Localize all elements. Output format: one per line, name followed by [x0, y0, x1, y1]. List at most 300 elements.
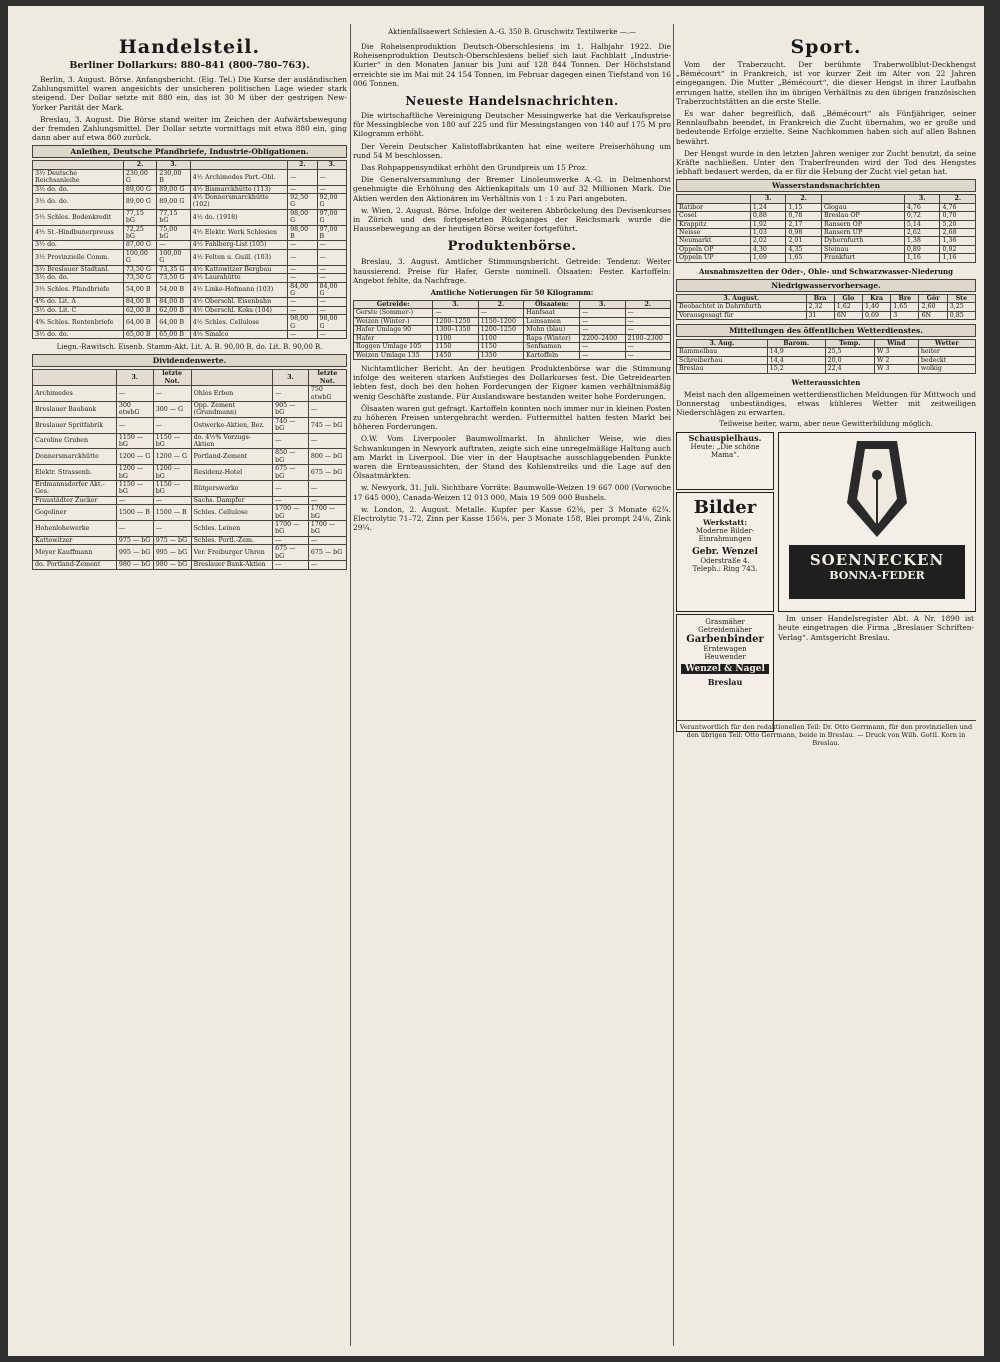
table-cell: Ransern OP	[821, 220, 904, 228]
table-cell: 675 — bG	[308, 465, 346, 481]
table-cell: —	[580, 326, 625, 334]
table-cell: 54,00 B	[157, 282, 190, 298]
article-paragraph: Breslau, 3. August. Die Börse stand weiter im Zeichen der Aufwärtsbewegung der fremden Zahlungsmittel. Der Dollar setzte vormittags mit etwa 880 ein, ging dann aber auf etwa 860 zurück.	[32, 114, 347, 143]
table-cell: —	[625, 326, 670, 334]
table-cell: Mohn (blau)	[524, 326, 580, 334]
table-cell: 4½ Sinalco	[190, 330, 287, 338]
table-cell: 0,92	[940, 245, 976, 253]
table-cell: —	[288, 306, 317, 314]
table-cell: 1150 — bG	[153, 481, 191, 497]
table-cell: 3½ do. do.	[33, 185, 124, 193]
table-cell: 65,00 B	[157, 330, 190, 338]
weather-table	[676, 339, 976, 374]
news-heading: Neueste Handelsnachrichten.	[405, 94, 619, 109]
table-cell: Krappitz	[677, 220, 751, 228]
garbenbinder-ad	[676, 614, 774, 732]
table-cell: 1700 — bG	[308, 521, 346, 537]
table-row	[33, 481, 347, 497]
table-cell: Ostwerke-Aktien, Bez.	[191, 417, 273, 433]
table-row	[33, 225, 347, 241]
table-cell: —	[433, 309, 478, 317]
weather-title: Mitteilungen des öffentlichen Wetterdienstes.	[676, 324, 976, 337]
table-row	[354, 343, 671, 351]
garben-line: Erntewagen	[703, 645, 747, 654]
table-cell: —	[273, 496, 309, 504]
table-header-cell: letzte Not.	[308, 370, 346, 386]
table-cell: 77,15 bG	[157, 209, 190, 225]
table-cell: Ratibor	[677, 203, 751, 211]
market-paragraph: w. London, 2. August. Metalle. Kupfer per Kasse 62⅜, per 3 Monate 62¾. Electrolytic 71–72, Zinn per Kasse 156⅛, per 3 Monate 158, Blei prompt 24⅛, Zink 29¼.	[353, 504, 671, 533]
table-row	[33, 306, 347, 314]
table-cell: 1200 — bG	[116, 465, 153, 481]
dollar-rate-line: Berliner Dollarkurs: 880–841 (800–780–763).	[69, 60, 310, 71]
table-cell: wolkig	[918, 365, 975, 373]
news-paragraph: Das Rohpappensyndikat erhöht den Grundpreis um 15 Proz.	[361, 163, 588, 173]
table-header-cell: 3. Aug.	[677, 339, 768, 347]
table-cell: 92,00 G	[317, 194, 346, 210]
table-cell: 1100	[433, 334, 478, 342]
table-cell: —	[153, 386, 191, 402]
table-cell: Hanfsaat	[524, 309, 580, 317]
table-cell: —	[116, 521, 153, 537]
table-cell: 4½ Schles. Cellulose	[190, 315, 287, 331]
garben-line: Getreidemäher	[698, 626, 752, 635]
garben-line: Breslau	[707, 677, 743, 688]
table-cell: 1450	[433, 351, 478, 359]
table-header-cell: Bre	[891, 294, 919, 302]
table-cell: 1,38	[904, 237, 940, 245]
table-cell: 750 etwbG	[308, 386, 346, 402]
table-cell: Rütgerswerke	[191, 481, 273, 497]
table-cell: 4,76	[904, 203, 940, 211]
news-paragraph: w. Wien, 2. August. Börse. Infolge der weiteren Abbröckelung des Devisenkurses in Zürich und des fortgesetzten Rückganges der Reichsmark wurde die Haussebewegung an der heutigen Börse weiter fortgeführt.	[353, 205, 671, 234]
table-cell: —	[580, 343, 625, 351]
table-cell: Beobachtet in Dahrnfurth	[677, 303, 807, 311]
table-cell: —	[157, 241, 190, 249]
table-cell: 4½ Felten u. Guill. (103)	[190, 249, 287, 265]
table-header-cell: Glo	[834, 294, 862, 302]
table-cell: Rammelbau	[677, 348, 768, 356]
bilder-line: Oderstraße 4.	[700, 557, 750, 566]
table-cell: 100,00 G	[157, 249, 190, 265]
table-cell: 4½ Oberschl. Eisenbahn	[190, 298, 287, 306]
table-cell: Kartoffeln	[524, 351, 580, 359]
table-cell: 64,00 B	[157, 315, 190, 331]
water-table	[676, 194, 976, 262]
table-cell: 3½ do. Lit. C	[33, 306, 124, 314]
table-cell: 3½ Breslauer Stadtanl.	[33, 265, 124, 273]
table-cell: 73,50 G	[123, 274, 156, 282]
table-cell: —	[153, 521, 191, 537]
article-paragraph: Berlin, 3. August. Börse. Anfangsbericht. (Eig. Tel.) Die Kurse der ausländischen Zahlungsmittel waren angesichts der unsicheren politischen Lage wieder stark steigend. Der Dollar setzte mit 880 ein, das ist 30 M über der gestrigen New-Yorker Parität der Mark.	[32, 75, 347, 112]
table-cell: Neumarkt	[677, 237, 751, 245]
table-cell: 5½ Schles. Bodenkredit	[33, 209, 124, 225]
produkt-heading: Produktenbörse.	[447, 239, 577, 255]
table-row	[33, 496, 347, 504]
table-header-cell: Gör	[919, 294, 947, 302]
table-row	[33, 330, 347, 338]
table-cell: 100,00 G	[123, 249, 156, 265]
bilder-ad	[676, 492, 774, 612]
table-header-cell: Temp.	[825, 339, 874, 347]
table-row	[677, 212, 976, 220]
imprint-footer: Verantwortlich für den redaktionellen Teil: Dr. Otto Gerrmann, für den provinziellen und den übrigen Teil: Otto Gerrmann, beide in Breslau. — Druck von Wilh. Gottl. Korn in Breslau.	[676, 720, 976, 747]
bilder-line: Werkstatt:	[703, 518, 747, 528]
table-cell: 98,00 G	[288, 209, 317, 225]
table-cell: 4½ Bismarckhütte (113)	[190, 185, 287, 193]
table-cell: Meyer Kauffmann	[33, 545, 117, 561]
table-cell: 4,30	[750, 245, 786, 253]
market-paragraph: O.W. Vom Liverpooler Baumwollmarkt. In ähnlicher Weise, wie dies Schwankungen in Newyork auftraten, zeigte sich eine unregelmäßige Haltung auch am Markt in Liverpool. Die vier in der Hauptsache ausschlaggebenden Punkte waren die Ernteaussichten, der Stand des Kohlenstreiks und die Lage auf den Ölsaatmärkten.	[353, 434, 671, 481]
table-header-cell	[821, 195, 904, 203]
news-paragraph: Die Generalversammlung der Bremer Linoleumwerke A.-G. in Delmenhorst genehmigte die Erhöhung des Aktienkapitals um 10 auf 32 Millionen Mark. Die Aktien werden den Aktionären im Verhältnis von 1 : 1 zu Pari angeboten.	[353, 175, 671, 203]
table-cell: 1,65	[786, 254, 822, 262]
table-row	[677, 229, 976, 237]
table-cell: Vorausgesagt für	[677, 311, 807, 319]
table-row	[33, 521, 347, 537]
table-cell: 89,00 G	[157, 185, 190, 193]
water-foot: Ausnahmszeiten der Oder-, Ohle- und Schwarzwasser-Niederung	[698, 266, 954, 276]
table-header-cell: Ölsaaten:	[524, 301, 580, 309]
table-row	[354, 309, 671, 317]
table-cell: Frankfurt	[821, 254, 904, 262]
table-cell: —	[317, 298, 346, 306]
table-cell: —	[288, 330, 317, 338]
table-cell: 300 — G	[153, 401, 191, 417]
table-cell: —	[273, 433, 309, 449]
table-cell: 4½ St.-Hindbunerpreuss	[33, 225, 124, 241]
table-cell: W 2	[874, 356, 918, 364]
table-cell: 3½ Deutsche Reichsanleihe	[33, 169, 124, 185]
table-cell: 1200–1250	[478, 326, 523, 334]
table-cell: 2,62	[904, 229, 940, 237]
table-cell: 980 — bG	[116, 561, 153, 569]
table-cell: 4½ Kattowitzer Bergbau	[190, 265, 287, 273]
table-cell: 2,32	[806, 303, 834, 311]
table-cell: 25,5	[825, 348, 874, 356]
table-cell: Gerste (Sommer-)	[354, 309, 433, 317]
table-header-cell: 3.	[116, 370, 153, 386]
table-cell: Cosel	[677, 212, 751, 220]
table-row	[33, 265, 347, 273]
table-cell: —	[116, 417, 153, 433]
table-cell: Breslauer Bank-Aktien	[191, 561, 273, 569]
table-row	[677, 356, 976, 364]
table-row	[354, 317, 671, 325]
table-cell: 850 — bG	[273, 449, 309, 465]
table-cell: 98,00 G	[288, 315, 317, 331]
table-cell: 1150 — bG	[116, 481, 153, 497]
low-water-table	[676, 294, 976, 320]
table-cell: 4½ do. (1918)	[190, 209, 287, 225]
table-cell: Oppeln UP	[677, 254, 751, 262]
low-water-title: Niedrigwasservorhersage.	[676, 279, 976, 292]
table-cell: 73,35 G	[157, 265, 190, 273]
table-cell: 62,00 B	[123, 306, 156, 314]
table-cell: 4% Schles. Rentenbriefe	[33, 315, 124, 331]
table-cell: heiter	[918, 348, 975, 356]
table-cell: 980 — bG	[153, 561, 191, 569]
dividend-table-title: Dividendenwerte.	[32, 354, 347, 367]
market-paragraph: Ölsaaten waren gut gefragt. Kartoffeln konnten noch immer nur in kleinen Posten zu höheren Preisen untergebracht werden. Futtermittel hatten festen Markt bei höheren Forderungen.	[353, 403, 671, 432]
table-cell: 3½ do.	[33, 241, 124, 249]
table-cell: 0,85	[947, 311, 975, 319]
table-cell: Archimedes	[33, 386, 117, 402]
table-row	[354, 334, 671, 342]
table-cell: 0,78	[786, 212, 822, 220]
table-cell: Breslau	[677, 365, 768, 373]
table-row	[33, 417, 347, 433]
produkt-table-title: Amtliche Notierungen für 50 Kilogramm:	[430, 288, 594, 298]
table-header-cell	[33, 370, 117, 386]
table-row	[677, 348, 976, 356]
table-cell: 1,16	[904, 254, 940, 262]
table-cell: 73,50 G	[123, 265, 156, 273]
table-row	[33, 282, 347, 298]
table-cell: —	[625, 351, 670, 359]
table-cell: —	[273, 481, 309, 497]
table-cell: 97,00 G	[317, 209, 346, 225]
weather-forecast: Meist nach den allgemeinen wetterdienstlichen Meldungen für Mittwoch und Donnerstag unbeständiges, etwas kühleres Wetter mit zeitweiligen Niederschlägen zu erwarten.	[676, 389, 976, 417]
table-cell: Hafer Umlage 90	[354, 326, 433, 334]
table-row	[33, 274, 347, 282]
table-cell: 740 — bG	[273, 417, 309, 433]
column-news	[353, 28, 671, 1346]
weather-forecast-title: Wetteraussichten	[791, 377, 861, 387]
table-cell: Residenz-Hotel	[191, 465, 273, 481]
table-cell: 5,14	[904, 220, 940, 228]
news-paragraph: Die wirtschaftliche Vereinigung Deutscher Messingwerke hat die Verkaufspreise für Messingbleche von 180 auf 225 und für Messingstangen von 140 auf 175 M pro Kilogramm erhöht.	[353, 111, 671, 139]
table-cell: —	[308, 433, 346, 449]
table-header-cell: 2.	[123, 161, 156, 169]
table-cell: 4½ Oberschl. Koks (104)	[190, 306, 287, 314]
table-cell: do. 4½% Vorzugs-Aktien	[191, 433, 273, 449]
table-cell: 5,20	[940, 220, 976, 228]
table-cell: —	[288, 274, 317, 282]
table-cell: 1,62	[834, 303, 862, 311]
sport-paragraph: Der Hengst wurde in den letzten Jahren weniger zur Zucht benutzt, da seine Kräfte nachließen. Unter den Traberfreunden wird der Tod des Hengstes lebhaft bedauert werden, da er für die Hebung der Zucht viel getan hat.	[676, 148, 976, 177]
table-row	[33, 386, 347, 402]
table-header-cell: 2.	[786, 195, 822, 203]
column-handelsteil	[32, 28, 347, 1346]
newspaper-page	[8, 6, 984, 1356]
table-cell: 72,25 bG	[123, 225, 156, 241]
table-cell: 4,35	[786, 245, 822, 253]
table-cell: —	[317, 265, 346, 273]
table-header-cell: Kra	[863, 294, 891, 302]
table-cell: —	[580, 317, 625, 325]
table-cell: 4½ Archimedes Part.-Obl.	[190, 169, 287, 185]
table-cell: 2,68	[940, 229, 976, 237]
table-cell: Schreiberhau	[677, 356, 768, 364]
column-rule	[673, 24, 674, 1346]
soennecken-sub: BONNA-FEDER	[829, 569, 925, 583]
table-cell: Roggen Umlage 105	[354, 343, 433, 351]
table-cell: 1100	[478, 334, 523, 342]
table-row	[33, 545, 347, 561]
table-cell: —	[153, 417, 191, 433]
table-cell: 800 — bG	[308, 449, 346, 465]
table-cell: 4,76	[940, 203, 976, 211]
table-cell: 3	[891, 311, 919, 319]
water-table-title: Wasserstandsnachrichten	[676, 179, 976, 192]
table-header-cell: 3.	[273, 370, 309, 386]
table-cell: 1500 — B	[153, 505, 191, 521]
table-header-cell: 3.	[433, 301, 478, 309]
section-heading: Sport.	[790, 36, 862, 58]
table-cell: 1150	[478, 343, 523, 351]
table-cell: Caroline Gruben	[33, 433, 117, 449]
table-cell: Breslauer Spritfabrik	[33, 417, 117, 433]
table-cell: 300 etwbG	[116, 401, 153, 417]
table-cell: 1200 — G	[116, 449, 153, 465]
table-cell: 1,40	[863, 303, 891, 311]
table-cell: —	[308, 481, 346, 497]
table-cell: Hafer	[354, 334, 433, 342]
table-cell: —	[625, 343, 670, 351]
table-row	[33, 433, 347, 449]
table-cell: 1,69	[750, 254, 786, 262]
table-cell: Donnersmarckhütte	[33, 449, 117, 465]
bilder-line: Gebr. Wenzel	[692, 547, 758, 558]
table-cell: —	[580, 309, 625, 317]
article-paragraph: Die Roheisenproduktion Deutsch-Oberschlesiens im 1. Halbjahr 1922. Die Roheisenproduktion Deutsch-Oberschlesiens belief sich laut Fachblatt „Industrie-Kurier“ in den Monaten Januar bis Juni auf 128 844 Tonnen. Der Höchststand erreichte sie im Mai mit 24 154 Tonnen, im Februar dagegen einen Tiefstand von 16 006 Tonnen.	[353, 42, 671, 88]
table-cell: 3½ do. do.	[33, 330, 124, 338]
soennecken-title: SOENNECKEN	[809, 551, 945, 570]
sport-paragraph: Vom der Traberzucht. Der berühmte Traberwollblut-Deckhengst „Bémécourt“ in Frankreich, ist vor kurzer Zeit im Alter von 22 Jahren eingegangen. Die Mutter „Bémécourt“, die dieser Hengst in ihrer Laufbahn errungen hatte, stellen ihn im übrigen Verhältnis zu den übrigen französischen Traberzuchtstätten an die erste Stelle.	[676, 60, 976, 106]
top-strip: Aktienfallsaewert Schlesien A.-G. 350 B. Gruschwitz Textilwerke —.—	[388, 28, 636, 36]
table-cell: Opp. Zement (Grundmann)	[191, 401, 273, 417]
table-cell: Schles. Cellulose	[191, 505, 273, 521]
table-cell: Schles. Portl.-Zem.	[191, 536, 273, 544]
table-cell: 84,00 G	[288, 282, 317, 298]
market-paragraph: w. Newyork, 31. Juli. Sichtbare Vorräte: Baumwolle-Weizen 19 667 000 (Vorwoche 17 645 000), Canada-Weizen 12 013 000, Mais 19 509 000 Bushels.	[353, 483, 671, 502]
table-cell: 995 — bG	[116, 545, 153, 561]
table-cell: 1700 — bG	[308, 505, 346, 521]
table-cell: 98,00 B	[288, 225, 317, 241]
table-header-cell	[191, 370, 273, 386]
table-cell: —	[317, 185, 346, 193]
table-cell: —	[116, 496, 153, 504]
notice-text: Im unser Handelsregister Abt. A Nr. 1890 ist heute eingetragen die Firma „Breslauer Schriften-Verlag“. Amtsgericht Breslau.	[778, 614, 974, 642]
table-cell: 31	[806, 311, 834, 319]
table-cell: 745 — bG	[308, 417, 346, 433]
table-row	[354, 326, 671, 334]
table-cell: —	[317, 169, 346, 185]
table-header-cell: letzte Not.	[153, 370, 191, 386]
table-cell: 4% do. Lit. A	[33, 298, 124, 306]
table-cell: 0,98	[786, 229, 822, 237]
table-cell: 2,02	[750, 237, 786, 245]
table-row	[677, 311, 976, 319]
table-cell: 77,15 bG	[123, 209, 156, 225]
register-notice	[778, 614, 974, 714]
table-cell: bedeckt	[918, 356, 975, 364]
table-cell: —	[288, 298, 317, 306]
table-cell: 230,00 B	[157, 169, 190, 185]
table-cell: 0,70	[940, 212, 976, 220]
bond-table	[32, 160, 347, 339]
table-cell: Steinau	[821, 245, 904, 253]
table-header-cell: 2.	[940, 195, 976, 203]
table-cell: 65,00 B	[123, 330, 156, 338]
soennecken-ad	[778, 432, 976, 612]
table-cell: 1200 — bG	[153, 465, 191, 481]
table-cell: 1350	[478, 351, 523, 359]
table-cell: 64,00 B	[123, 315, 156, 331]
table-header-cell: 3. August.	[677, 294, 807, 302]
table-cell: 6N	[834, 311, 862, 319]
table-cell: 3,25	[947, 303, 975, 311]
table-row	[677, 303, 976, 311]
table-cell: 3½ do. do.	[33, 274, 124, 282]
table-cell: 2,01	[786, 237, 822, 245]
table-header-cell: Barom.	[767, 339, 825, 347]
table-cell: —	[273, 386, 309, 402]
table-row	[33, 209, 347, 225]
table-cell: Senfsamen	[524, 343, 580, 351]
table-header-cell: 2.	[478, 301, 523, 309]
table-cell: Weizen (Winter-)	[354, 317, 433, 325]
table-cell: Erdmannsdorfer Akt.-Ges.	[33, 481, 117, 497]
table-row	[33, 185, 347, 193]
table-cell: 675 — bG	[273, 465, 309, 481]
table-cell: 1300–1350	[433, 326, 478, 334]
table-cell: Ohles Erben	[191, 386, 273, 402]
table-row	[33, 465, 347, 481]
table-cell: 89,00 G	[123, 194, 156, 210]
table-cell: 92,50 G	[288, 194, 317, 210]
table-cell: 89,00 G	[123, 185, 156, 193]
table-cell: 84,00 G	[317, 282, 346, 298]
table-row	[677, 220, 976, 228]
table-row	[33, 241, 347, 249]
table-cell: 1,92	[750, 220, 786, 228]
column-sport	[676, 28, 976, 1346]
table-cell: —	[308, 536, 346, 544]
column-rule	[350, 24, 351, 1346]
table-cell: 4½ Fahlberg-List (105)	[190, 241, 287, 249]
table-cell: 1200 — G	[153, 449, 191, 465]
table-cell: 4½ Linke-Hofmann (103)	[190, 282, 287, 298]
table-cell: —	[288, 185, 317, 193]
table-cell: 84,00 B	[157, 298, 190, 306]
bond-foot-line: Liegn.-Rawitsch. Eisenb. Stamm-Akt. Lit. A. B. 90,00 B, do. Lit. B. 90,00 B.	[56, 343, 323, 352]
table-cell: Breslau OP	[821, 212, 904, 220]
table-cell: 2100–2300	[625, 334, 670, 342]
table-cell: 14,9	[767, 348, 825, 356]
table-cell: 73,50 G	[157, 274, 190, 282]
table-cell: 4½ Laurahütte	[190, 274, 287, 282]
table-cell: —	[317, 241, 346, 249]
table-header-cell: Wind	[874, 339, 918, 347]
sport-paragraph: Es war daher begreiflich, daß „Bémécourt“ als Fünfjähriger, seiner Rennlaufbahn beendet, in Frankreich die Zucht übernahm, wo er große und bedeutende Erfolge erzielte. Seine Nachkommen haben sich auf allen Bahnen bewährt.	[676, 109, 976, 146]
table-cell: 2,60	[919, 303, 947, 311]
table-header-cell: 2.	[288, 161, 317, 169]
table-row	[677, 237, 976, 245]
table-cell: 1150 — bG	[116, 433, 153, 449]
table-cell: Raps (Winter)	[524, 334, 580, 342]
table-cell: 905 — bG	[273, 401, 309, 417]
table-header-cell: 3.	[750, 195, 786, 203]
table-cell: Fraustädter Zucker	[33, 496, 117, 504]
table-row	[33, 194, 347, 210]
table-header-cell	[33, 161, 124, 169]
weather-tail: Teilweise heiter, warm, aber neue Gewitterbildung möglich.	[719, 420, 933, 429]
table-cell: 4½ Elektr. Werk Schlesien	[190, 225, 287, 241]
table-row	[677, 254, 976, 262]
table-cell: 89,00 G	[157, 194, 190, 210]
